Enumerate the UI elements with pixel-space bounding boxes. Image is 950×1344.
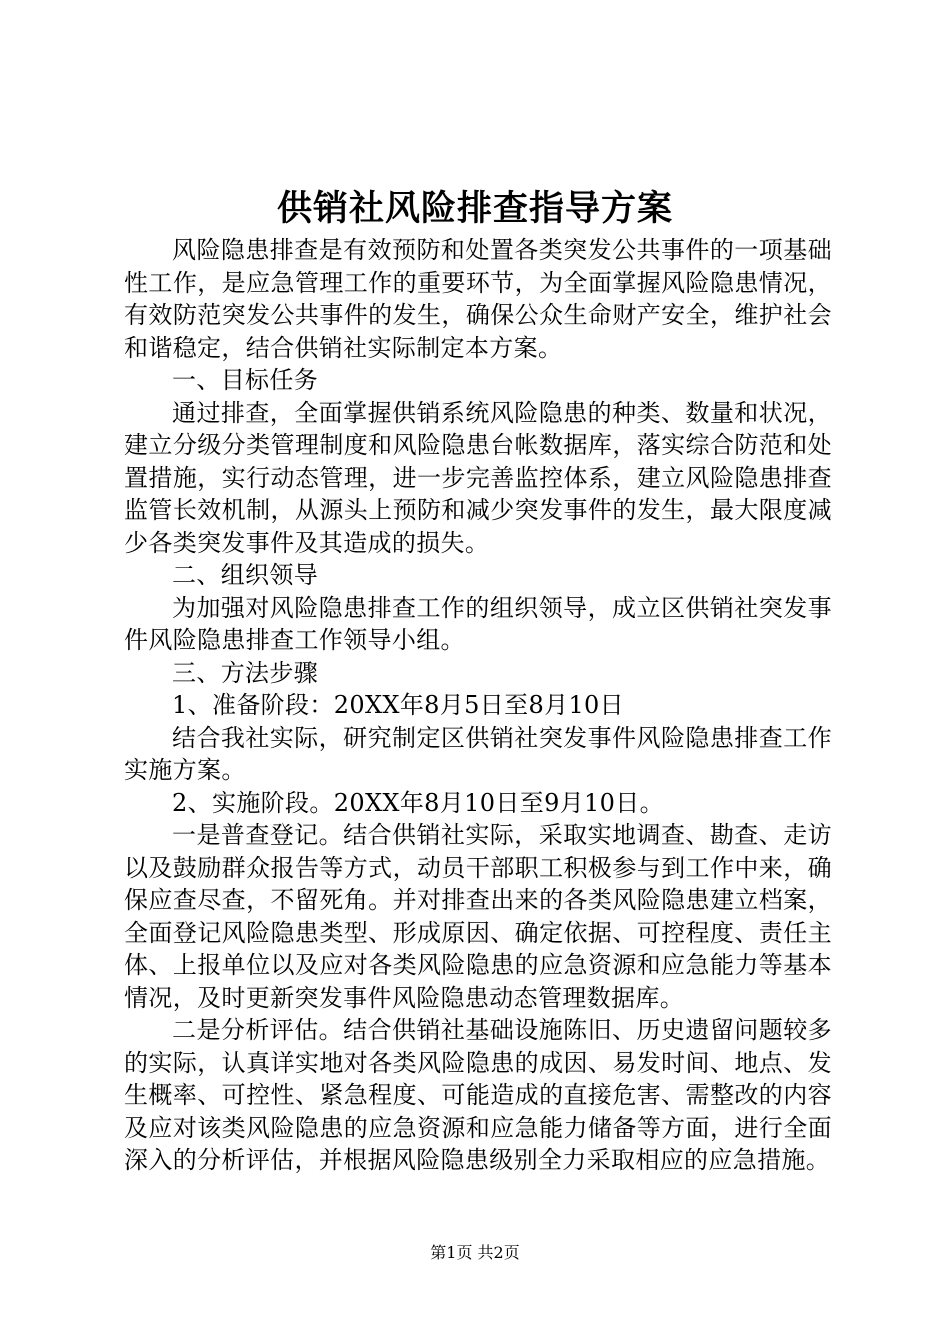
paragraph-analysis-assessment: 二是分析评估。结合供销社基础设施陈旧、历史遗留问题较多的实际，认真详实地对各类风险隐患的成因、易发时间、地点、发生概率、可控性、紧急程度、可能造成的直接危害、需整改的内容及应对该类风险隐患的应急资源和应急能力储备等方面，进行全面深入的分析评估，并根据风险隐患级别全力采取相应的应急措施。 xyxy=(124,1016,832,1174)
paragraph-goals: 通过排查，全面掌握供销系统风险隐患的种类、数量和状况，建立分级分类管理制度和风险隐患台帐数据库，落实综合防范和处置措施，实行动态管理，进一步完善监控体系，建立风险隐患排查监管长效机制，从源头上预防和减少突发事件的发生，最大限度减少各类突发事件及其造成的损失。 xyxy=(124,398,832,557)
section-heading-steps: 三、方法步骤 xyxy=(172,658,319,687)
document-body xyxy=(124,234,832,1177)
paragraph-organization: 为加强对风险隐患排查工作的组织领导，成立区供销社突发事件风险隐患排查工作领导小组。 xyxy=(124,593,832,654)
paragraph-intro: 风险隐患排查是有效预防和处置各类突发公共事件的一项基础性工作，是应急管理工作的重要环节，为全面掌握风险隐患情况，有效防范突发公共事件的发生，确保公众生命财产安全，维护社会和谐稳定，结合供销社实际制定本方案。 xyxy=(124,236,832,362)
paragraph-preparation: 结合我社实际，研究制定区供销社突发事件风险隐患排查工作实施方案。 xyxy=(124,723,832,784)
document-title: 供销社风险排查指导方案 xyxy=(276,188,673,229)
page-footer: 第1页 共2页 xyxy=(430,1243,520,1262)
step-preparation-heading: 1、准备阶段：20XX年8月5日至8月10日 xyxy=(172,691,625,719)
paragraph-survey-registration: 一是普查登记。结合供销社实际，采取实地调查、勘查、走访以及鼓励群众报告等方式，动员干部职工积极参与到工作中来，确保应查尽查，不留死角。并对排查出来的各类风险隐患建立档案，全面登记风险隐患类型、形成原因、确定依据、可控程度、责任主体、上报单位以及应对各类风险隐患的应急资源和应急能力等基本情况，及时更新突发事件风险隐患动态管理数据库。 xyxy=(124,821,832,1012)
section-heading-organization: 二、组织领导 xyxy=(172,561,319,589)
section-heading-goals: 一、目标任务 xyxy=(172,366,319,394)
step-implementation-heading: 2、实施阶段。20XX年8月10日至9月10日。 xyxy=(172,788,664,817)
